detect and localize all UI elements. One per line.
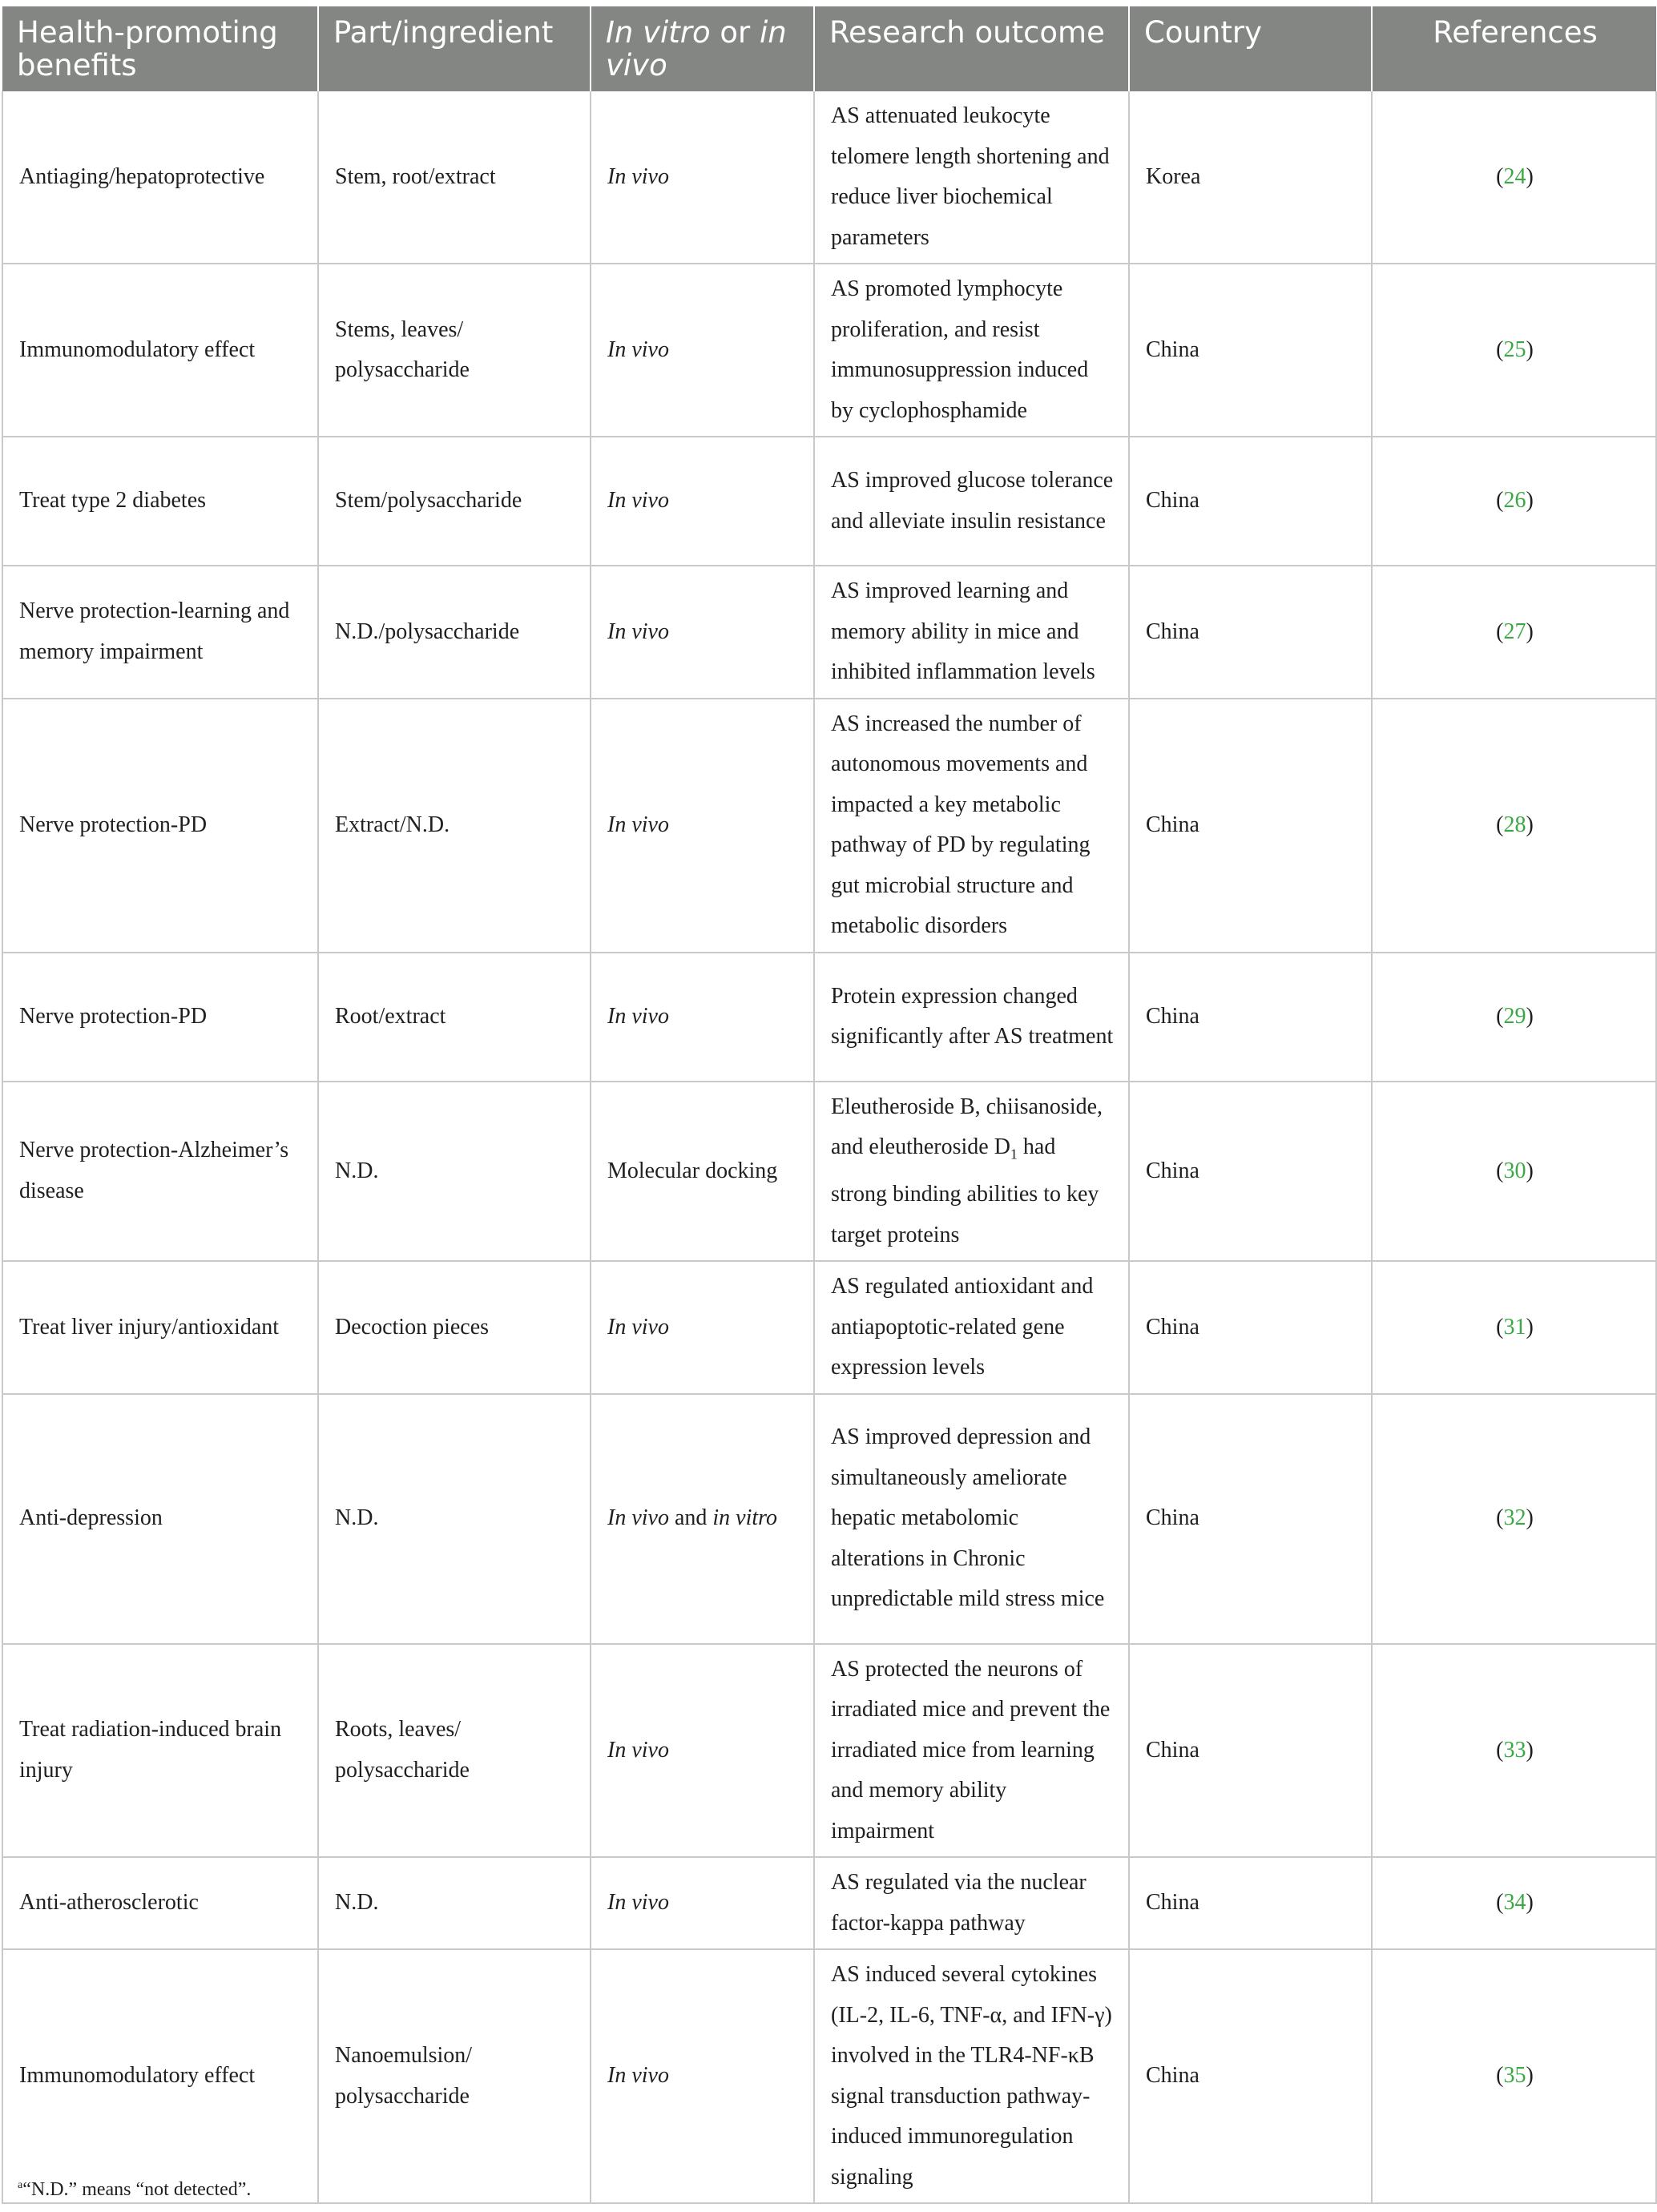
- cell-method: [591, 1394, 814, 1644]
- cell-benefit: Nerve protection-learning and memory impairment: [2, 566, 318, 699]
- cell-outcome: AS induced several cytokines (IL-2, IL-6, TNF-α, and IFN-γ) involved in the TLR4-NF-κB signal transduction pathway-induced immunoregulation signaling: [814, 1949, 1129, 2203]
- cell-benefit: Treat radiation-induced brain injury: [2, 1644, 318, 1858]
- cell-outcome: AS promoted lymphocyte proliferation, and resist immunosuppression induced by cyclophosphamide: [814, 264, 1129, 437]
- cell-method: In vivo: [591, 1261, 814, 1394]
- reference-link[interactable]: 27: [1503, 618, 1526, 644]
- cell-outcome: AS improved learning and memory ability in mice and inhibited inflammation levels: [814, 566, 1129, 699]
- cell-country: China: [1129, 953, 1372, 1082]
- header-references: References: [1372, 6, 1656, 91]
- cell-reference: (28): [1372, 699, 1656, 953]
- table-row: [2, 1082, 1656, 1262]
- header-benefit: Health-promoting benefits: [2, 6, 318, 91]
- footnote-text: “N.D.” means “not detected”.: [22, 2179, 252, 2200]
- cell-reference: (24): [1372, 91, 1656, 264]
- header-part: Part/ingredient: [318, 6, 591, 91]
- cell-country: China: [1129, 1949, 1372, 2203]
- cell-benefit: Treat liver injury/antioxidant: [2, 1261, 318, 1394]
- table-row: [2, 953, 1656, 1082]
- cell-method: In vivo: [591, 91, 814, 264]
- cell-part: N.D.: [318, 1857, 591, 1949]
- cell-country: China: [1129, 1857, 1372, 1949]
- header-outcome: Research outcome: [814, 6, 1129, 91]
- cell-country: Korea: [1129, 91, 1372, 264]
- header-method-or: or: [710, 15, 760, 50]
- reference-link[interactable]: 34: [1503, 1890, 1526, 1916]
- table-row: [2, 437, 1656, 566]
- reference-link[interactable]: 24: [1503, 163, 1526, 189]
- table-row: [2, 1394, 1656, 1644]
- cell-benefit: Anti-atherosclerotic: [2, 1857, 318, 1949]
- header-method-a: In vitro: [606, 15, 711, 50]
- cell-reference: (30): [1372, 1082, 1656, 1262]
- table-row: [2, 566, 1656, 699]
- table-header-row: [2, 6, 1656, 91]
- cell-part: N.D./polysaccharide: [318, 566, 591, 699]
- table-row: [2, 1644, 1656, 1858]
- cell-method: In vivo: [591, 264, 814, 437]
- table-row: [2, 264, 1656, 437]
- cell-method: In vivo: [591, 566, 814, 699]
- cell-benefit: Nerve protection-PD: [2, 699, 318, 953]
- reference-link[interactable]: 35: [1503, 2063, 1526, 2089]
- cell-method: In vivo: [591, 1644, 814, 1858]
- reference-link[interactable]: 25: [1503, 336, 1526, 362]
- header-country: Country: [1129, 6, 1372, 91]
- cell-outcome: AS protected the neurons of irradiated mice and prevent the irradiated mice from learning and memory ability impairment: [814, 1644, 1129, 1858]
- cell-part: N.D.: [318, 1394, 591, 1644]
- cell-reference: (31): [1372, 1261, 1656, 1394]
- cell-reference: (27): [1372, 566, 1656, 699]
- cell-reference: (34): [1372, 1857, 1656, 1949]
- cell-method: In vivo: [591, 699, 814, 953]
- header-method: [591, 6, 814, 91]
- research-table-container: [2, 6, 1655, 2204]
- cell-outcome: Protein expression changed significantly after AS treatment: [814, 953, 1129, 1082]
- cell-outcome: AS improved glucose tolerance and alleviate insulin resistance: [814, 437, 1129, 566]
- reference-link[interactable]: 30: [1503, 1158, 1526, 1183]
- research-table: [2, 6, 1657, 2204]
- cell-country: China: [1129, 437, 1372, 566]
- table-row: [2, 1261, 1656, 1394]
- cell-outcome: AS attenuated leukocyte telomere length shortening and reduce liver biochemical parameters: [814, 91, 1129, 264]
- cell-method: Molecular docking: [591, 1082, 814, 1262]
- cell-outcome: AS increased the number of autonomous movements and impacted a key metabolic pathway of PD by regulating gut microbial structure and metabolic disorders: [814, 699, 1129, 953]
- cell-part: Stem/polysaccharide: [318, 437, 591, 566]
- cell-country: China: [1129, 1644, 1372, 1858]
- cell-part: Decoction pieces: [318, 1261, 591, 1394]
- reference-link[interactable]: 26: [1503, 488, 1526, 514]
- cell-country: China: [1129, 1082, 1372, 1262]
- cell-benefit: Immunomodulatory effect: [2, 264, 318, 437]
- method-text-a: In vivo: [607, 1505, 669, 1531]
- cell-reference: (26): [1372, 437, 1656, 566]
- cell-reference: (33): [1372, 1644, 1656, 1858]
- cell-benefit: Nerve protection-Alzheimer’s disease: [2, 1082, 318, 1262]
- cell-country: China: [1129, 699, 1372, 953]
- cell-country: China: [1129, 566, 1372, 699]
- cell-outcome: [814, 1082, 1129, 1262]
- cell-reference: (25): [1372, 264, 1656, 437]
- cell-benefit: Treat type 2 diabetes: [2, 437, 318, 566]
- cell-country: China: [1129, 1394, 1372, 1644]
- reference-link[interactable]: 32: [1503, 1505, 1526, 1531]
- outcome-text-b: had strong binding abilities to key target proteins: [831, 1134, 1099, 1247]
- cell-benefit: Immunomodulatory effect: [2, 1949, 318, 2203]
- cell-part: Roots, leaves/ polysaccharide: [318, 1644, 591, 1858]
- cell-country: China: [1129, 1261, 1372, 1394]
- cell-outcome: AS regulated antioxidant and antiapoptotic-related gene expression levels: [814, 1261, 1129, 1394]
- cell-part: Nanoemulsion/ polysaccharide: [318, 1949, 591, 2203]
- cell-benefit: Antiaging/hepatoprotective: [2, 91, 318, 264]
- cell-method: In vivo: [591, 1949, 814, 2203]
- table-row: [2, 699, 1656, 953]
- table-row: [2, 1857, 1656, 1949]
- method-text-and: and: [668, 1505, 713, 1531]
- cell-method: In vivo: [591, 1857, 814, 1949]
- method-text-b: in vitro: [712, 1505, 778, 1531]
- cell-reference: (29): [1372, 953, 1656, 1082]
- header-method-b: in vivo: [606, 15, 787, 83]
- reference-link[interactable]: 29: [1503, 1003, 1526, 1029]
- table-footnote: [18, 2174, 251, 2201]
- cell-part: Root/extract: [318, 953, 591, 1082]
- reference-link[interactable]: 33: [1503, 1737, 1526, 1763]
- cell-outcome: AS regulated via the nuclear factor-kappa pathway: [814, 1857, 1129, 1949]
- outcome-text-a: Eleutheroside B, chiisanoside, and eleutheroside D: [831, 1094, 1103, 1159]
- cell-reference: (35): [1372, 1949, 1656, 2203]
- cell-part: Stems, leaves/ polysaccharide: [318, 264, 591, 437]
- cell-part: Stem, root/extract: [318, 91, 591, 264]
- footnote-mark: a: [18, 2179, 23, 2191]
- cell-part: N.D.: [318, 1082, 591, 1262]
- cell-part: Extract/N.D.: [318, 699, 591, 953]
- reference-link[interactable]: 28: [1503, 812, 1526, 837]
- cell-method: In vivo: [591, 437, 814, 566]
- cell-benefit: Anti-depression: [2, 1394, 318, 1644]
- cell-country: China: [1129, 264, 1372, 437]
- cell-benefit: Nerve protection-PD: [2, 953, 318, 1082]
- cell-method: In vivo: [591, 953, 814, 1082]
- cell-reference: (32): [1372, 1394, 1656, 1644]
- reference-link[interactable]: 31: [1503, 1314, 1526, 1340]
- table-row: [2, 1949, 1656, 2203]
- cell-outcome: AS improved depression and simultaneously ameliorate hepatic metabolomic alterations in Chronic unpredictable mild stress mice: [814, 1394, 1129, 1644]
- table-row: [2, 91, 1656, 264]
- outcome-subscript: 1: [1010, 1146, 1018, 1162]
